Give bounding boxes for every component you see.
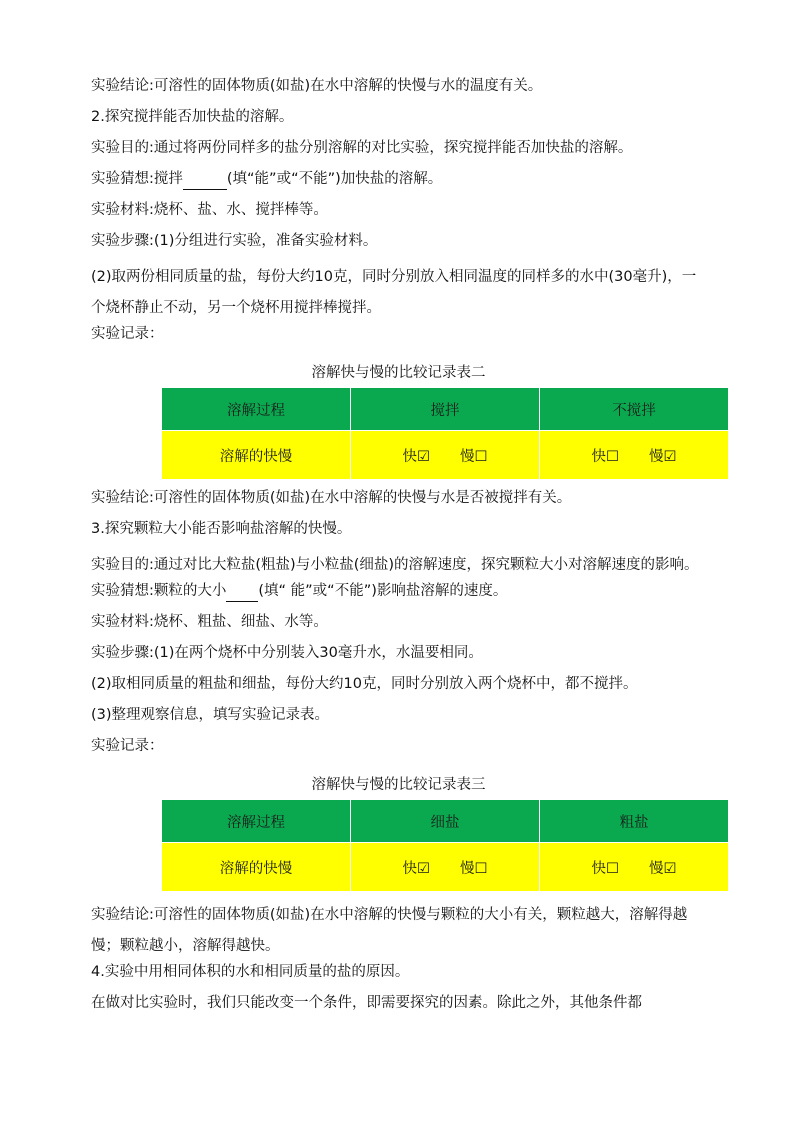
table-header-cell: 搅拌 (351, 388, 540, 431)
purpose-3: 实验目的:通过对比大粒盐(粗盐)与小粒盐(细盐)的溶解速度，探究颗粒大小对溶解速度的影响。 (91, 557, 699, 573)
fill-blank (226, 581, 258, 602)
materials-3: 实验材料:烧杯、粗盐、细盐、水等。 (91, 614, 328, 630)
table-cell (351, 843, 540, 892)
conclusion-1: 实验结论:可溶性的固体物质(如盐)在水中溶解的快慢与水的温度有关。 (91, 78, 543, 94)
conclusion-3: 实验结论:可溶性的固体物质(如盐)在水中溶解的快慢与颗粒的大小有关，颗粒越大，溶解得越慢；颗粒越小，溶解得越快。 (91, 907, 688, 954)
table-cell (351, 431, 540, 480)
table-row (162, 843, 729, 892)
guess-3 (91, 581, 706, 612)
steps-2-1: 实验步骤:(1)分组进行实验，准备实验材料。 (91, 233, 378, 249)
fill-blank (183, 169, 227, 190)
section-4-text: 在做对比实验时，我们只能改变一个条件，即需要探究的因素。除此之外，其他条件都 (91, 995, 642, 1011)
record-table-3 (161, 799, 729, 892)
table-header-cell: 溶解过程 (162, 800, 351, 843)
table-3-caption: 溶解快与慢的比较记录表三 (311, 777, 486, 793)
table-cell (540, 843, 729, 892)
record-table-2 (161, 387, 729, 480)
section-2-title: 2.探究搅拌能否加快盐的溶解。 (91, 109, 294, 125)
checkbox-fast-checked: 快☑ (402, 448, 430, 465)
materials-2: 实验材料:烧杯、盐、水、搅拌棒等。 (91, 202, 328, 218)
steps-3-1: 实验步骤:(1)在两个烧杯中分别装入30毫升水，水温要相同。 (91, 645, 483, 661)
steps-3-2: (2)取相同质量的粗盐和细盐，每份大约10克，同时分别放入两个烧杯中，都不搅拌。 (91, 676, 638, 692)
section-4-title: 4.实验中用相同体积的水和相同质量的盐的原因。 (91, 964, 410, 980)
table-header-cell: 溶解过程 (162, 388, 351, 431)
table-2-caption: 溶解快与慢的比较记录表二 (311, 365, 486, 381)
guess-3-after: (填“ 能”或“不能”)影响盐溶解的速度。 (258, 583, 508, 599)
table-cell (540, 431, 729, 480)
document-content (91, 76, 706, 1024)
checkbox-slow-empty: 慢☐ (460, 448, 488, 465)
checkbox-slow-checked: 慢☑ (649, 860, 677, 877)
record-label-2: 实验记录： (91, 326, 164, 342)
table-row-label: 溶解的快慢 (162, 431, 351, 480)
table-header-cell: 不搅拌 (540, 388, 729, 431)
table-header-cell: 粗盐 (540, 800, 729, 843)
steps-3-3: (3)整理观察信息，填写实验记录表。 (91, 707, 330, 723)
purpose-2: 实验目的:通过将两份同样多的盐分别溶解的对比实验，探究搅拌能否加快盐的溶解。 (91, 140, 633, 156)
checkbox-fast-empty: 快☐ (591, 448, 619, 465)
table-row-label: 溶解的快慢 (162, 843, 351, 892)
table-header-row (162, 388, 729, 431)
checkbox-fast-empty: 快☐ (591, 860, 619, 877)
section-3-title: 3.探究颗粒大小能否影响盐溶解的快慢。 (91, 521, 352, 537)
guess-2 (91, 169, 706, 200)
checkbox-slow-checked: 慢☑ (649, 448, 677, 465)
steps-2-2: (2)取两份相同质量的盐，每份大约10克，同时分别放入相同温度的同样多的水中(30毫升)，一个烧杯静止不动，另一个烧杯用搅拌棒搅拌。 (91, 269, 697, 316)
checkbox-slow-empty: 慢☐ (460, 860, 488, 877)
table-row (162, 431, 729, 480)
table-header-row (162, 800, 729, 843)
record-label-3: 实验记录： (91, 738, 164, 754)
guess-3-before: 实验猜想:颗粒的大小 (91, 583, 227, 599)
table-header-cell: 细盐 (351, 800, 540, 843)
checkbox-fast-checked: 快☑ (402, 860, 430, 877)
conclusion-2: 实验结论:可溶性的固体物质(如盐)在水中溶解的快慢与水是否被搅拌有关。 (91, 490, 572, 506)
guess-2-after: (填“能”或“不能”)加快盐的溶解。 (226, 171, 443, 187)
guess-2-before: 实验猜想:搅拌 (91, 171, 183, 187)
